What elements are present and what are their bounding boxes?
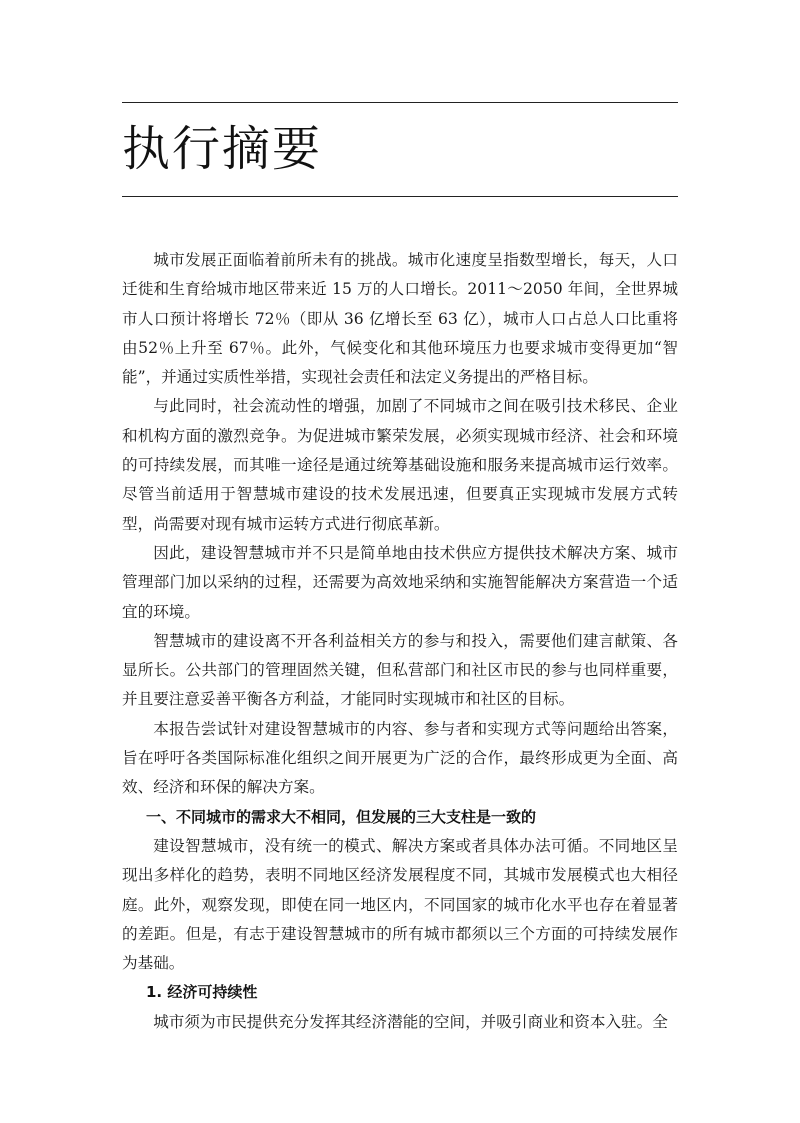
paragraph-social-mobility: 与此同时，社会流动性的增强，加剧了不同城市之间在吸引技术移民、企业和机构方面的激烈竞争。为促进城市繁荣发展，必须实现城市经济、社会和环境的可持续发展，而其唯一途径是通过统筹基础设施和服务来提高城市运行效率。尽管当前适用于智慧城市建设的技术发展迅速，但要真正实现城市发展方式转型，尚需要对现有城市运转方式进行彻底革新。 (122, 397, 678, 533)
top-rule (122, 102, 678, 103)
paragraph-stakeholders: 智慧城市的建设离不开各利益相关方的参与和投入，需要他们建言献策、各显所长。公共部门的管理固然关键，但私营部门和社区市民的参与也同样重要，并且要注意妥善平衡各方利益，才能同时实现城市和社区的目标。 (122, 631, 678, 709)
document-body (122, 246, 678, 1037)
paragraph-environment: 因此，建设智慧城市并不只是简单地由技术供应方提供技术解决方案、城市管理部门加以采纳的过程，还需要为高效地采纳和实施智能解决方案营造一个适宜的环境。 (122, 543, 678, 621)
paragraph-economic: 城市须为市民提供充分发挥其经济潜能的空间，并吸引商业和资本入驻。全 (153, 1012, 668, 1031)
paragraph-urban-challenges: 城市发展正面临着前所未有的挑战。城市化速度呈指数型增长，每天，人口迁徙和生育给城市地区带来近 15 万的人口增长。2011～2050 年间，全世界城市人口预计将增长 72％（即从 36 亿增长至 63 亿），城市人口占总人口比重将由52％上升至 67％。此外，气候变化和其他环境压力也要求城市变得更加“智能”，并通过实质性举措，实现社会责任和法定义务提出的严格目标。 (122, 251, 678, 387)
paragraph-no-unified-model: 建设智慧城市，没有统一的模式、解决方案或者具体办法可循。不同地区呈现出多样化的趋势，表明不同地区经济发展程度不同，其城市发展模式也大相径庭。此外，观察发现，即使在同一地区内，不同国家的城市化水平也存在着显著的差距。但是，有志于建设智慧城市的所有城市都须以三个方面的可持续发展作为基础。 (122, 836, 678, 973)
title-bottom-rule (122, 196, 678, 197)
section-heading-three-pillars: 一、不同城市的需求大不相同，但发展的三大支柱是一致的 (146, 807, 537, 826)
page-title: 执行摘要 (122, 121, 323, 177)
subsection-heading-economic-sustainability: 1. 经济可持续性 (146, 983, 258, 1002)
paragraph-report-purpose: 本报告尝试针对建设智慧城市的内容、参与者和实现方式等问题给出答案，旨在呼吁各类国际标准化组织之间开展更为广泛的合作，最终形成更为全面、高效、经济和环保的解决方案。 (122, 719, 678, 797)
